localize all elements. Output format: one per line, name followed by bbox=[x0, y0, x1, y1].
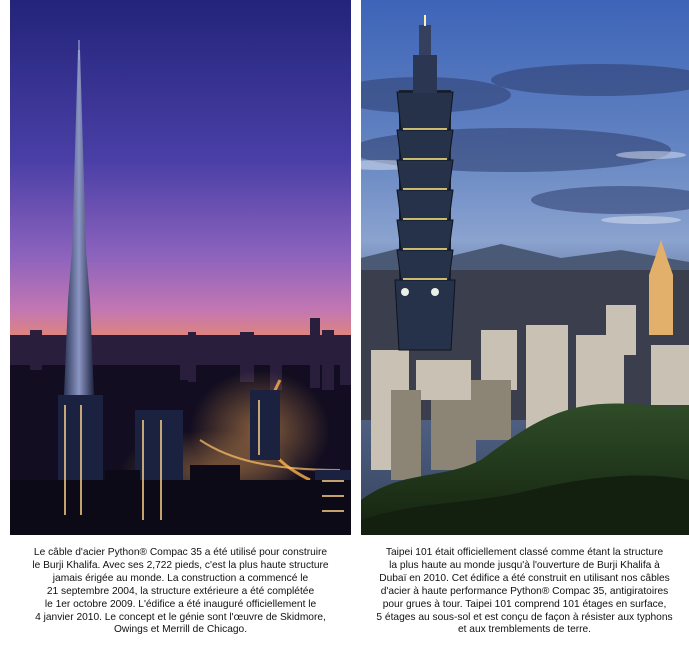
caption-line: le 1er octobre 2009. L'édifice a été inauguré officiellement le bbox=[44, 598, 317, 610]
caption-line: d'acier à haute performance Python® Compac 35, antigiratoires bbox=[380, 585, 669, 597]
caption-line: Owings et Merrill de Chicago. bbox=[113, 624, 248, 636]
burj-khalifa-photo bbox=[10, 0, 351, 535]
caption-line: Dubaï en 2010. Cet édifice a été construit en utilisant nos câbles bbox=[379, 572, 670, 584]
caption-line: Taipei 101 était officiellement classé comme étant la structure bbox=[385, 547, 664, 558]
taipei-101-caption bbox=[360, 547, 689, 637]
caption-line: la plus haute au monde jusqu'à l'ouverture de Burji Khalifa à bbox=[389, 559, 660, 571]
burj-khalifa-illustration bbox=[10, 0, 351, 535]
caption-line: 21 septembre 2004, la structure extérieure a été complétée bbox=[46, 585, 315, 597]
taipei-101-illustration bbox=[361, 0, 689, 535]
caption-line: pour grues à tour. Taipei 101 comprend 101 étages en surface, bbox=[382, 598, 667, 610]
caption-line: Le câble d'acier Python® Compac 35 a été utilisé pour construire bbox=[33, 547, 328, 558]
caption-line: jamais érigée au monde. La construction a commencé le bbox=[52, 572, 309, 584]
caption-line: 5 étages au sous-sol et est conçu de façon à résister aux typhons bbox=[376, 611, 673, 623]
caption-line: 4 janvier 2010. Le concept et le génie sont l'œuvre de Skidmore, bbox=[35, 611, 326, 623]
caption-line: le Burji Khalifa. Avec ses 2,722 pieds, c'est la plus haute structure bbox=[32, 559, 329, 571]
taipei-101-photo bbox=[361, 0, 689, 535]
caption-line: et aux tremblements de terre. bbox=[457, 624, 592, 636]
burj-khalifa-caption bbox=[12, 547, 349, 637]
